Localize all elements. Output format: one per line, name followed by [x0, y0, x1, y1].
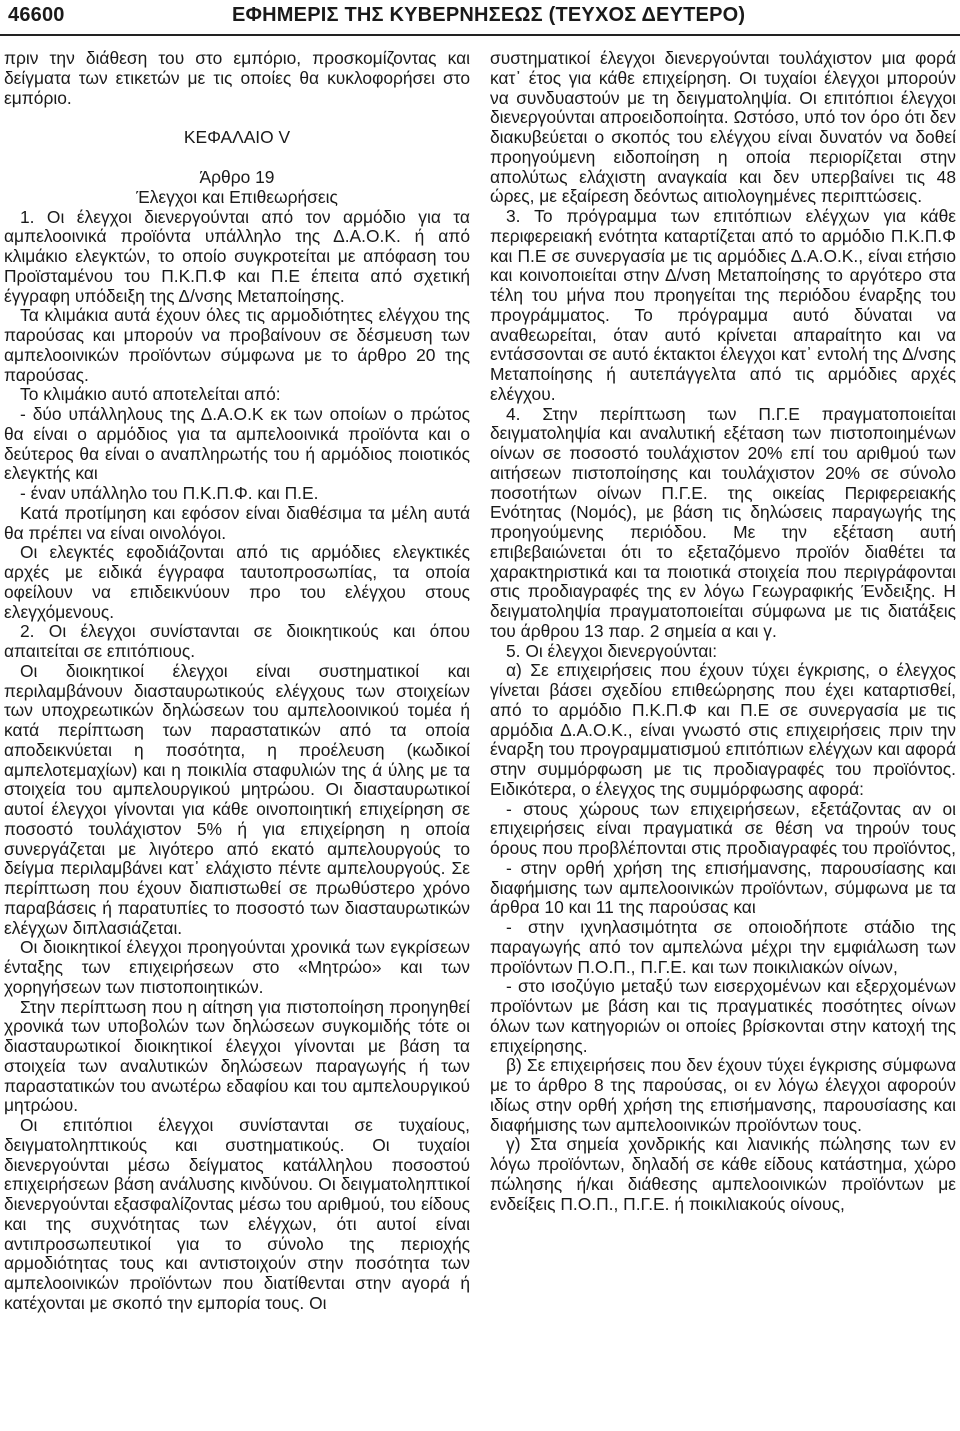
journal-title: ΕΦΗΜΕΡΙΣ ΤΗΣ ΚΥΒΕΡΝΗΣΕΩΣ (ΤΕΥΧΟΣ ΔΕΥΤΕΡΟ): [232, 4, 746, 26]
article-title: Έλεγχοι και Επιθεωρήσεις: [136, 186, 338, 207]
paragraph: β) Σε επιχειρήσεις που δεν έχουν τύχει έγκρισης σύμφωνα με το άρθρο 8 της παρούσας, οι εν λόγω έλεγχοι αφορούν ιδίως στην ορθή χρήση της επισήμανσης, παρουσίασης και διαφήμισης των αμπελοοινικών προϊόντων τους.: [490, 1055, 956, 1135]
page-number: 46600: [8, 4, 65, 26]
paragraph: 3. Το πρόγραμμα των επιτόπιων ελέγχων για κάθε περιφερειακή ενότητα καταρτίζεται από το αρμόδιο Π.Κ.Π.Φ και Π.Ε σε συνεργασία με τις αρμόδιες Δ.Α.Ο.Κ., είναι ετήσιο και κοινοποιείται στην Δ/νση Μεταποίησης το αργότερο στα τέλη του μήνα που προηγείται της περιόδου έναρξης του προγράμματος. Το πρόγραμμα αυτό δύναται να αναθεωρείται, όταν αυτό κρίνεται απαραίτητο και να εντάσσονται σε αυτό έκτακτοι έλεγχοι κατ᾽ εντολή της Δ/νσης Μεταποίησης ή αυτεπάγγελτα από τις αρμόδιες αρχές ελέγχου.: [490, 206, 956, 404]
paragraph: Τα κλιμάκια αυτά έχουν όλες τις αρμοδιότητες ελέγχου της παρούσας και μπορούν να προβαίνουν σε δέσμευση των αμπελοοινικών προϊόντων σύμφωνα με το άρθρο 20 της παρούσας.: [4, 305, 470, 385]
paragraph: 1. Οι έλεγχοι διενεργούνται από τον αρμόδιο για τα αμπελοοινικά προϊόντα υπάλληλο της Δ.Α.Ο.Κ. ή από κλιμάκιο ελεγκτών, το οποίο συγκροτείται με απόφαση του Προϊσταμένου του Π.Κ.Π.Φ και Π.Ε έπειτα από σχετική έγγραφη υπόδειξη της Δ/νσης Μεταποίησης.: [4, 206, 470, 306]
list-item: - στο ισοζύγιο μεταξύ των εισερχομένων και εξερχομένων προϊόντων με βάση και τις πραγματικές ποσότητες οίνων όλων των κατηγοριών οι οποίες βρίσκονται στην κατοχή της επιχείρησης.: [490, 976, 956, 1056]
article-number: Άρθρο 19: [199, 167, 275, 187]
header-rule: [0, 34, 960, 36]
paragraph: Κατά προτίμηση και εφόσον είναι διαθέσιμα τα μέλη αυτά θα πρέπει να είναι οινολόγοι.: [4, 502, 470, 543]
paragraph: συστηματικοί έλεγχοι διενεργούνται τουλάχιστον μια φορά κατ᾽ έτος για κάθε επιχείρηση. Οι τυχαίοι έλεγχοι μπορούν να συνδυαστούν με τη δειγματοληψία. Οι επιτόπιοι έλεγχοι διενεργούνται απροειδοποίητα. Ωστόσο, υπό τον όρο ότι δεν διακυβεύεται ο σκοπός του ελέγχου είναι δυνατόν να δοθεί προηγούμενη ειδοποίηση η οποία περιορίζεται στην απολύτως ελάχιστη αναγκαία και δεν υπερβαίνει τις 48 ώρες, με εξαίρεση δεόντως αιτιολογημένες περιπτώσεις.: [490, 48, 956, 207]
left-column: [4, 49, 470, 1314]
paragraph: 5. Οι έλεγχοι διενεργούνται:: [506, 640, 718, 661]
paragraph: 2. Οι έλεγχοι συνίστανται σε διοικητικούς και όπου απαιτείται σε επιτόπιους.: [4, 621, 470, 661]
paragraph: Οι επιτόπιοι έλεγχοι συνίστανται σε τυχαίους, δειγματοληπτικούς και συστηματικούς. Οι τυχαίοι διενεργούνται μέσω δείγματος κατάλληλου ποσοστού επιχειρήσεων βάση ανάλυσης κινδύνου. Οι δειγματοληπτικοί διενεργούνται εξασφαλίζοντας μέσω του αριθμού, του είδους και της συχνότητας των ελέγχων, ότι αυτοί είναι αντιπροσωπευτικοί για το σύνολο της περιοχής αρμοδιότητας τους και αντιστοιχούν στην ποσότητα των αμπελοοινικών προϊόντων που διατίθενται στην αγορά ή κατέχονται με σκοπό την εμπορία τους. Οι: [4, 1115, 470, 1313]
page-header: [0, 0, 960, 30]
paragraph: πριν την διάθεση του στο εμπόριο, προσκομίζοντας και δείγματα των ετικετών με τις οποίες θα κυκλοφορήσει στο εμπόριο.: [4, 48, 470, 108]
paragraph: Οι ελεγκτές εφοδιάζονται από τις αρμόδιες ελεγκτικές αρχές με ειδικά έγγραφα ταυτοπροσωπίας, τα οποία οφείλουν να επιδεικνύουν προ του ελέγχου στους ελεγχόμενους.: [4, 542, 470, 622]
chapter-heading: ΚΕΦΑΛΑΙΟ V: [183, 127, 291, 148]
paragraph: Το κλιμάκιο αυτό αποτελείται από:: [20, 384, 281, 405]
right-column: [490, 49, 956, 1214]
list-item: - στην ορθή χρήση της επισήμανσης, παρουσίασης και διαφήμισης των αμπελοοινικών προϊόντων, σύμφωνα με τα άρθρα 10 και 11 της παρούσας και: [490, 857, 956, 918]
paragraph: α) Σε επιχειρήσεις που έχουν τύχει έγκρισης, ο έλεγχος γίνεται βάσει σχεδίου επιθεώρησης που έχει καταρτισθεί, από το αρμόδιο Π.Κ.Π.Φ και Π.Ε σε συνεργασία με τις αρμόδια Δ.Α.Ο.Κ., είναι γνωστό στις επιχειρήσεις πριν την έναρξη του προγραμματισμού επιτόπιων ελέγχων και αφορά στην συμμόρφωση με τις προδιαγραφές του προϊόντος. Ειδικότερα, ο έλεγχος της συμμόρφωσης αφορά:: [490, 660, 956, 799]
paragraph: 4. Στην περίπτωση των Π.Γ.Ε πραγματοποιείται δειγματοληψία και αναλυτική εξέταση των πιστοποιημένων οίνων σε ποσοστό τουλάχιστον 20% επί του αριθμού των αιτήσεων πιστοποίησης και τουλάχιστον 20% σε σύνολο ποσοτήτων οίνων Π.Γ.Ε. της οικείας Περιφερειακής Ενότητας (Νομός), με βάση τις δηλώσεις παραγωγής της προηγούμενης περιόδου. Με την εξέταση αυτή επιβεβαιώνεται ότι το εξεταζόμενο προϊόν διαθέτει τα χαρακτηριστικά και τα ποιοτικά στοιχεία που περιγράφονται στις προδιαγραφές της εν λόγω Γεωγραφικής Ένδειξης. Η δειγματοληψία πραγματοποιείται σύμφωνα με τις διατάξεις του άρθρου 13 παρ. 2 σημεία α και γ.: [490, 403, 956, 641]
paragraph: Στην περίπτωση που η αίτηση για πιστοποίηση προηγηθεί χρονικά των υποβολών των δηλώσεων συγκομιδής τότε οι διασταυρωτικοί διοικητικοί έλεγχοι γίνονται με βάση τα στοιχεία των αναλυτικών δηλώσεων παραγωγής ή των παραστατικών του ανωτέρω εδαφίου και του αμπελουργικού μητρώου.: [4, 996, 470, 1116]
paragraph: γ) Στα σημεία χονδρικής και λιανικής πώλησης των εν λόγω προϊόντων, δηλαδή σε κάθε είδους κατάστημα, χώρο πώλησης ή/και διάθεσης αμπελοοινικών προϊόντων με ενδείξεις Π.Ο.Π., Π.Γ.Ε. ή ποικιλιακούς οίνους,: [490, 1134, 956, 1214]
list-item: - στην ιχνηλασιμότητα σε οποιοδήποτε στάδιο της παραγωγής από τον αμπελώνα μέχρι την εμφιάλωση των προϊόντων Π.Ο.Π., Π.Γ.Ε. και των ποικιλιακών οίνων,: [490, 917, 956, 977]
spacer: [4, 108, 470, 128]
paragraph: Οι διοικητικοί έλεγχοι είναι συστηματικοί και περιλαμβάνουν διασταυρωτικούς ελέγχους των στοιχείων των υποχρεωτικών δηλώσεων του αμπελοοινικού τομέα ή κατά περίπτωση των παραστατικών από τα οποία αποδεικνύεται η ποσότητα, η προέλευση (κωδικοί αμπελοτεμαχίων) και η ποικιλία σταφυλιών της ά ύλης με τα στοιχεία του αμπελουργικού μητρώου. Οι διασταυρωτικοί αυτοί έλεγχοι γίνονται για κάθε οινοποιητική επιχείρηση σε ποσοστό τουλάχιστον 5% ή για επιχείρηση η οποία συνεργάζεται με λιγότερο από εκατό αμπελουργούς το δείγμα περιλαμβάνει κατ᾽ ελάχιστο πέντε αμπελουργούς. Σε περίπτωση που έχουν διαπιστωθεί σε πρωθύστερο χρόνο παραβάσεις ή παρατυπίες το ποσοστό των διασταυρωτικών ελέγχων διπλασιάζεται.: [4, 660, 470, 938]
list-item: - στους χώρους των επιχειρήσεων, εξετάζοντας αν οι επιχειρήσεις είναι πραγματικά σε θέση να τηρούν τους όρους που προβλέπονται στις προδιαγραφές του προϊόντος,: [490, 798, 956, 858]
paragraph: Οι διοικητικοί έλεγχοι προηγούνται χρονικά των εγκρίσεων ένταξης των επιχειρήσεων στο «Μητρώο» και των χορηγήσεων των πιστοποιητικών.: [4, 937, 470, 997]
paragraph: - έναν υπάλληλο του Π.Κ.Π.Φ. και Π.Ε.: [20, 483, 319, 503]
spacer: [4, 148, 470, 168]
paragraph: - δύο υπάλληλους της Δ.Α.Ο.Κ εκ των οποίων ο πρώτος θα είναι ο αρμόδιος για τα αμπελοοινικά προϊόντα και ο δεύτερος θα είναι ο αναπληρωτής του ή αρμόδιος ποιοτικός ελεγκτής και: [4, 404, 470, 484]
